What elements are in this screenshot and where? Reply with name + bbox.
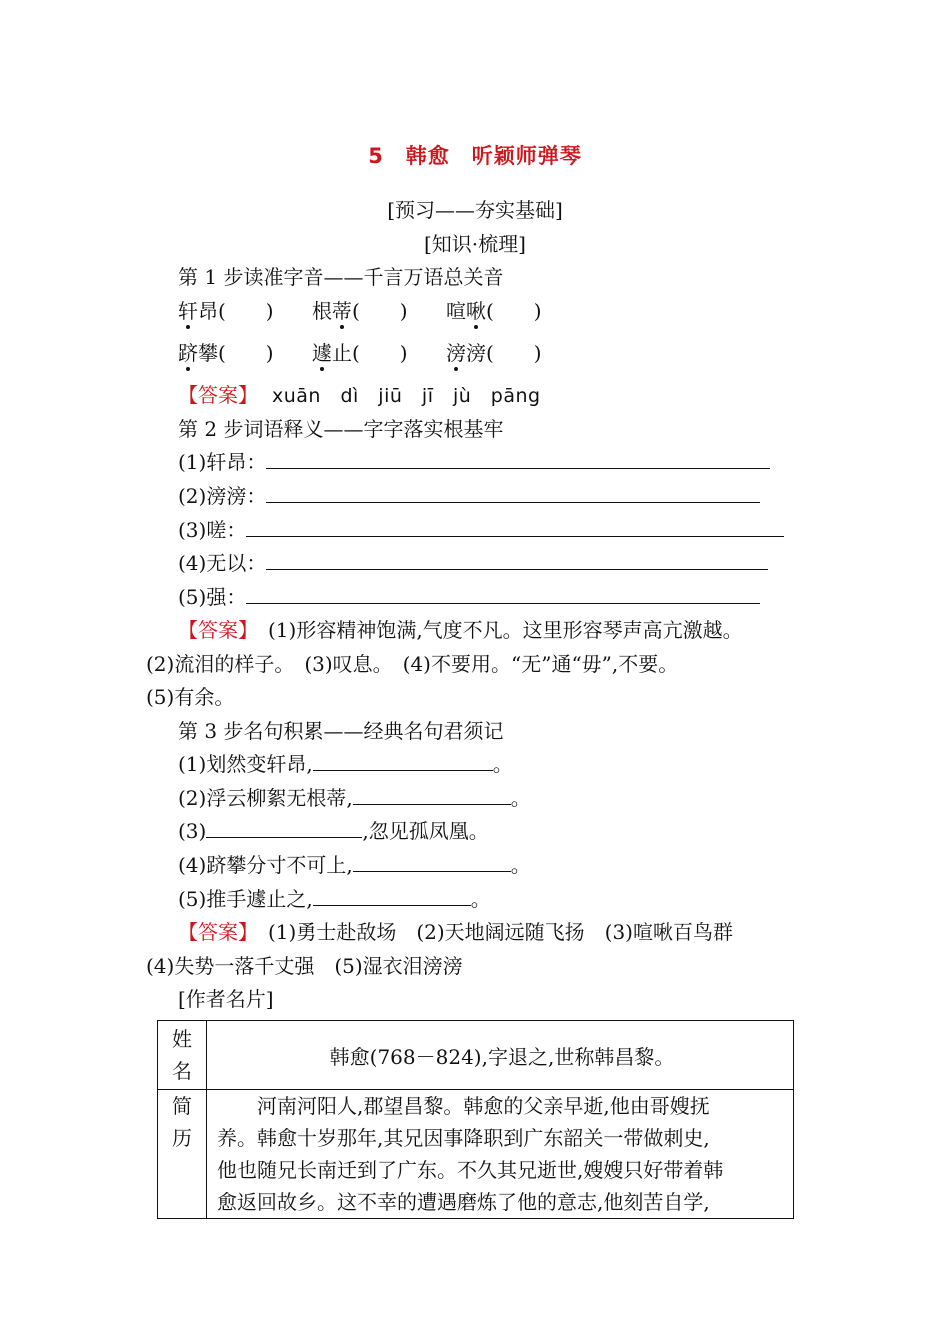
step2-answer-line: (2)流泪的样子。 (3)叹息。 (4)不要用。“无”通“毋”,不要。	[146, 652, 679, 676]
author-card-table	[157, 1020, 794, 1219]
bio-label: 简 历	[158, 1090, 207, 1219]
quote-item: (2)浮云柳絮无根蒂, 。	[178, 786, 531, 810]
name-label: 姓 名	[158, 1021, 207, 1090]
step2-answer-line: (5)有余。	[146, 685, 235, 709]
author-card-heading: [作者名片]	[178, 987, 274, 1011]
section-heading: [预习——夯实基础]	[387, 198, 563, 222]
definition-item: (1)轩昂：	[178, 452, 770, 472]
pronunciation-item: 跻攀( )	[178, 341, 274, 365]
quote-item: (4)跻攀分寸不可上, 。	[178, 853, 531, 877]
definition-item: (4)无以：	[178, 553, 768, 573]
step1-answer: 【答案】 xuān dì jiū jī jù pāng	[178, 383, 541, 407]
quote-item: (1)划然变轩昂, 。	[178, 752, 513, 776]
definition-item: (5)强：	[178, 587, 760, 607]
bio-line: 养。韩愈十岁那年,其兄因事降职到广东韶关一带做刺史,	[217, 1126, 710, 1150]
quote-item: (5)推手遽止之, 。	[178, 887, 491, 911]
bio-line: 愈返回故乡。这不幸的遭遇磨炼了他的意志,他刻苦自学,	[217, 1190, 710, 1214]
pronunciation-item: 根蒂( )	[312, 299, 408, 323]
step2-answer: 【答案】 (1)形容精神饱满,气度不凡。这里形容琴声高亢激越。	[178, 618, 743, 642]
bio-line: 河南河阳人,郡望昌黎。韩愈的父亲早逝,他由哥嫂抚	[217, 1094, 710, 1118]
pronunciation-item: 喧啾( )	[446, 299, 542, 323]
step3-heading: 第 3 步名句积累——经典名句君须记	[178, 719, 504, 743]
step3-answer-line: (4)失势一落千丈强 (5)湿衣泪滂滂	[146, 954, 463, 978]
quote-item: (3) ,忽见孤凤凰。	[178, 819, 489, 843]
pronunciation-item: 遽止( )	[312, 341, 408, 365]
step3-answer: 【答案】 (1)勇士赴敌场 (2)天地阔远随飞扬 (3)喧啾百鸟群	[178, 920, 733, 944]
bio-value	[207, 1090, 794, 1219]
definition-item: (3)嗟：	[178, 520, 784, 540]
pronunciation-item: 轩昂( )	[178, 299, 274, 323]
definition-item: (2)滂滂：	[178, 486, 760, 506]
subsection-heading: [知识·梳理]	[424, 232, 526, 256]
name-value: 韩愈(768－824),字退之,世称韩昌黎。	[207, 1021, 794, 1090]
bio-line: 他也随兄长南迁到了广东。不久其兄逝世,嫂嫂只好带着韩	[217, 1158, 724, 1182]
step2-heading: 第 2 步词语释义——字字落实根基牢	[178, 417, 504, 441]
step1-heading: 第 1 步读准字音——千言万语总关音	[178, 265, 504, 289]
page-title: 5 韩愈 听颖师弹琴	[368, 144, 582, 168]
pronunciation-item: 滂滂( )	[446, 341, 542, 365]
